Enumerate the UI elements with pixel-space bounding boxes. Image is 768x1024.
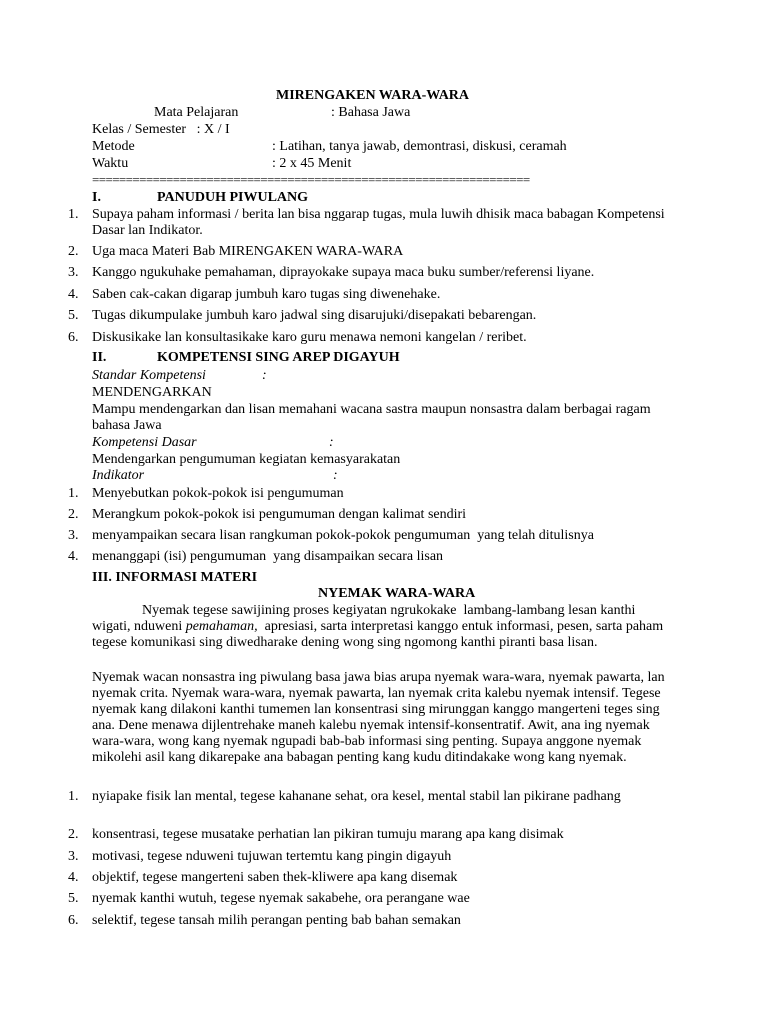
list-number: 3. — [68, 849, 79, 864]
list-text: Tugas dikumpulake jumbuh karo jadwal sing disarujuki/disepakati bebarengan. — [92, 308, 537, 323]
section3-heading: III. INFORMASI MATERI — [92, 570, 258, 585]
list-number: 5. — [68, 891, 79, 906]
standar-kompetensi-desc: Mampu mendengarkan dan lisan memahani wacana sastra maupun nonsastra dalam berbagai ragam bahasa Jawa — [92, 402, 651, 433]
indikator-label: Indikator — [92, 468, 145, 483]
list-number: 5. — [68, 308, 79, 323]
section2-roman: II. — [92, 350, 107, 365]
list-number: 2. — [68, 507, 79, 522]
list-number: 2. — [68, 244, 79, 259]
section1-roman: I. — [92, 190, 101, 205]
separator-line: ================================================================= — [92, 172, 530, 187]
list-text: menanggapi (isi) pengumuman yang disampaikan secara lisan — [92, 549, 444, 564]
list-number: 4. — [68, 549, 79, 564]
materi-paragraph-1 — [92, 603, 677, 651]
list-text: Diskusikake lan konsultasikake karo guru menawa nemoni kangelan / reribet. — [92, 330, 527, 345]
metode-value: : Latihan, tanya jawab, demontrasi, diskusi, ceramah — [272, 139, 567, 154]
list-number: 3. — [68, 265, 79, 280]
waktu-label: Waktu — [92, 156, 129, 171]
list-text: nyemak kanthi wutuh, tegese nyemak sakabehe, ora perangane wae — [92, 891, 470, 906]
section2-heading: KOMPETENSI SING AREP DIGAYUH — [157, 350, 400, 365]
list-text: selektif, tegese tansah milih perangan penting bab bahan semakan — [92, 913, 461, 928]
list-number: 1. — [68, 207, 79, 222]
indikator-colon: : — [333, 468, 338, 483]
list-text: nyiapake fisik lan mental, tegese kahanane sehat, ora kesel, mental stabil lan pikirane padhang — [92, 789, 621, 804]
list-text: menyampaikan secara lisan rangkuman pokok-pokok pengumuman yang telah ditulisnya — [92, 528, 594, 543]
list-number: 4. — [68, 870, 79, 885]
list-text: Saben cak-cakan digarap jumbuh karo tugas sing diwenehake. — [92, 287, 441, 302]
list-number: 1. — [68, 486, 79, 501]
emphasis-text: pemahaman, — [185, 619, 258, 634]
list-text: motivasi, tegese nduweni tujuwan tertemtu kang pingin digayuh — [92, 849, 452, 864]
section1-heading: PANUDUH PIWULANG — [157, 190, 309, 205]
list-text: Supaya paham informasi / berita lan bisa nggarap tugas, mula luwih dhisik maca babagan Kompetensi Dasar lan Indikator. — [92, 207, 665, 238]
list-number: 6. — [68, 330, 79, 345]
list-text: Kanggo ngukuhake pemahaman, diprayokake supaya maca buku sumber/referensi liyane. — [92, 265, 595, 280]
metode-label: Metode — [92, 139, 135, 154]
list-number: 6. — [68, 913, 79, 928]
standar-kompetensi-colon: : — [262, 368, 267, 383]
list-text: Uga maca Materi Bab MIRENGAKEN WARA-WARA — [92, 244, 404, 259]
kelas-semester: Kelas / Semester : X / I — [92, 122, 230, 137]
kompetensi-dasar-label: Kompetensi Dasar — [92, 435, 197, 450]
list-text: konsentrasi, tegese musatake perhatian lan pikiran tumuju marang apa kang disimak — [92, 827, 564, 842]
standar-kompetensi-value: MENDENGARKAN — [92, 385, 212, 400]
kompetensi-dasar-value: Mendengarkan pengumuman kegiatan kemasyarakatan — [92, 452, 401, 467]
paragraph-text: Nyemak tegese sawijining proses kegiyatan ngrukokake lambang-lambang lesan kanthi wigati, nduweni — [92, 603, 639, 634]
list-text: objektif, tegese mangerteni saben thek-kliwere apa kang disemak — [92, 870, 458, 885]
materi-paragraph-2: Nyemak wacan nonsastra ing piwulang basa jawa bias arupa nyemak wara-wara, nyemak pawarta, lan nyemak crita. Nyemak wara-wara, nyemak pawarta, lan nyemak crita kalebu nyemak intensif. Tegese nyemak kang dilakoni kanthi tumemen lan konsentrasi sing mirunggan kanggo mangerteni teges sing ana. Dene menawa dijlentrehake maneh kalebu nyemak intensif-konsentratif. Awit, ana ing nyemak wara-wara, wong kang nyemak ngupadi bab-bab informasi sing penting. Supaya anggone nyemak mikolehi asil kang dikarepake ana babagan penting kang kudu ditindakake wong kang nyemak. — [92, 670, 665, 765]
standar-kompetensi-label: Standar Kompetensi — [92, 368, 206, 383]
waktu-value: : 2 x 45 Menit — [272, 156, 352, 171]
paragraph-text: apresiasi, sarta interpretasi kanggo entuk informasi, pesen, sarta paham tegese komunikasi sing diwedharake dening wong sing ngomong kanthi piranti basa lisan. — [92, 619, 667, 650]
list-number: 2. — [68, 827, 79, 842]
list-number: 4. — [68, 287, 79, 302]
section3-subtitle: NYEMAK WARA-WARA — [318, 586, 476, 601]
list-number: 3. — [68, 528, 79, 543]
kompetensi-dasar-colon: : — [329, 435, 334, 450]
list-text: Merangkum pokok-pokok isi pengumuman dengan kalimat sendiri — [92, 507, 467, 522]
document-title: MIRENGAKEN WARA-WARA — [276, 88, 470, 103]
list-number: 1. — [68, 789, 79, 804]
mapel-label: Mata Pelajaran — [154, 105, 239, 120]
mapel-value: : Bahasa Jawa — [331, 105, 411, 120]
list-text: Menyebutkan pokok-pokok isi pengumuman — [92, 486, 344, 501]
